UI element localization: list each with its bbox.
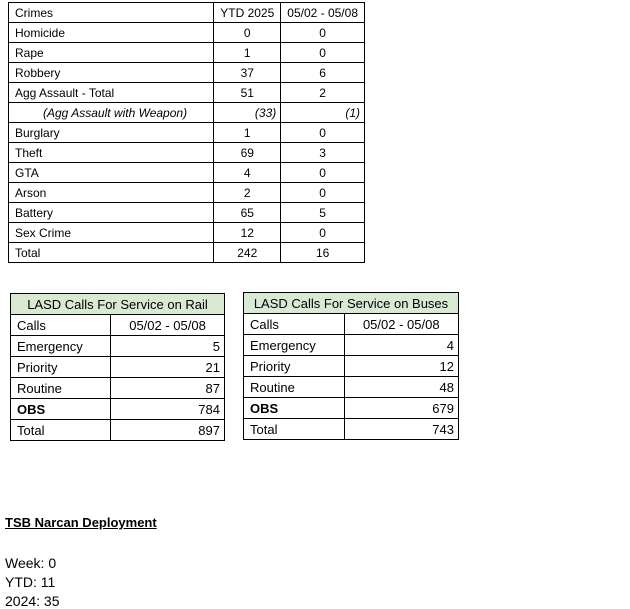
- call-type: OBS: [244, 398, 345, 419]
- crimes-table: [8, 2, 365, 263]
- crime-name: Homicide: [9, 23, 214, 43]
- crime-ytd: 0: [214, 23, 281, 43]
- buses-title-row: [244, 293, 459, 314]
- crime-name: Total: [9, 243, 214, 263]
- call-type: OBS: [11, 399, 111, 420]
- crime-ytd: 65: [214, 203, 281, 223]
- table-row: [9, 203, 365, 223]
- crime-week: 0: [281, 183, 365, 203]
- rail-header-week: 05/02 - 05/08: [111, 315, 225, 336]
- crime-week: 16: [281, 243, 365, 263]
- table-row: [244, 398, 459, 419]
- table-row: [11, 378, 225, 399]
- crimes-header-ytd: YTD 2025: [214, 3, 281, 23]
- rail-title-row: [11, 294, 225, 315]
- buses-header-week: 05/02 - 05/08: [344, 314, 458, 335]
- call-count: 21: [111, 357, 225, 378]
- crime-ytd: 51: [214, 83, 281, 103]
- crime-week: (1): [281, 103, 365, 123]
- narcan-prev-year: 2024: 35: [5, 593, 60, 609]
- call-count: 87: [111, 378, 225, 399]
- crimes-header-week: 05/02 - 05/08: [281, 3, 365, 23]
- crime-name: Burglary: [9, 123, 214, 143]
- call-type: Emergency: [244, 335, 345, 356]
- crimes-total-row: [9, 243, 365, 263]
- crime-name: Arson: [9, 183, 214, 203]
- crime-ytd: 2: [214, 183, 281, 203]
- call-count: 48: [344, 377, 458, 398]
- crime-ytd: 1: [214, 123, 281, 143]
- crime-week: 6: [281, 63, 365, 83]
- buses-header-calls: Calls: [244, 314, 345, 335]
- crime-week: 0: [281, 23, 365, 43]
- table-row: [9, 143, 365, 163]
- buses-header-row: [244, 314, 459, 335]
- table-row: [9, 43, 365, 63]
- crimes-header-row: [9, 3, 365, 23]
- table-row: [244, 356, 459, 377]
- table-row: [244, 335, 459, 356]
- crime-week: 0: [281, 223, 365, 243]
- call-count: 679: [344, 398, 458, 419]
- buses-total-row: [244, 419, 459, 440]
- rail-calls-table: [10, 293, 225, 441]
- crime-name: Agg Assault - Total: [9, 83, 214, 103]
- call-type: Total: [11, 420, 111, 441]
- crime-name: (Agg Assault with Weapon): [9, 103, 214, 123]
- buses-calls-table: [243, 292, 459, 440]
- call-type: Priority: [11, 357, 111, 378]
- call-type: Emergency: [11, 336, 111, 357]
- table-row: [9, 163, 365, 183]
- crime-week: 0: [281, 163, 365, 183]
- crime-name: GTA: [9, 163, 214, 183]
- call-count: 12: [344, 356, 458, 377]
- call-count: 4: [344, 335, 458, 356]
- call-count: 5: [111, 336, 225, 357]
- crime-week: 0: [281, 43, 365, 63]
- crime-name: Robbery: [9, 63, 214, 83]
- table-row: [9, 223, 365, 243]
- table-row: [9, 103, 365, 123]
- table-row: [9, 83, 365, 103]
- crime-ytd: 69: [214, 143, 281, 163]
- crime-name: Battery: [9, 203, 214, 223]
- crime-week: 2: [281, 83, 365, 103]
- call-type: Routine: [244, 377, 345, 398]
- call-count: 743: [344, 419, 458, 440]
- table-row: [11, 357, 225, 378]
- rail-header-row: [11, 315, 225, 336]
- table-row: [9, 123, 365, 143]
- table-row: [11, 399, 225, 420]
- crime-week: 0: [281, 123, 365, 143]
- table-row: [9, 63, 365, 83]
- narcan-ytd: YTD: 11: [5, 574, 56, 590]
- rail-header-calls: Calls: [11, 315, 111, 336]
- crime-name: Sex Crime: [9, 223, 214, 243]
- crimes-header-crimes: Crimes: [9, 3, 214, 23]
- crime-ytd: (33): [214, 103, 281, 123]
- table-row: [11, 336, 225, 357]
- call-type: Priority: [244, 356, 345, 377]
- narcan-heading: TSB Narcan Deployment: [5, 515, 157, 530]
- crime-name: Theft: [9, 143, 214, 163]
- rail-title: LASD Calls For Service on Rail: [11, 294, 225, 315]
- crime-ytd: 4: [214, 163, 281, 183]
- table-row: [9, 23, 365, 43]
- crime-ytd: 1: [214, 43, 281, 63]
- table-row: [244, 377, 459, 398]
- crime-week: 3: [281, 143, 365, 163]
- crime-ytd: 37: [214, 63, 281, 83]
- crime-week: 5: [281, 203, 365, 223]
- buses-title: LASD Calls For Service on Buses: [244, 293, 459, 314]
- call-count: 897: [111, 420, 225, 441]
- crime-ytd: 242: [214, 243, 281, 263]
- crime-name: Rape: [9, 43, 214, 63]
- rail-total-row: [11, 420, 225, 441]
- crime-ytd: 12: [214, 223, 281, 243]
- call-type: Routine: [11, 378, 111, 399]
- narcan-week: Week: 0: [5, 555, 57, 571]
- call-type: Total: [244, 419, 345, 440]
- call-count: 784: [111, 399, 225, 420]
- table-row: [9, 183, 365, 203]
